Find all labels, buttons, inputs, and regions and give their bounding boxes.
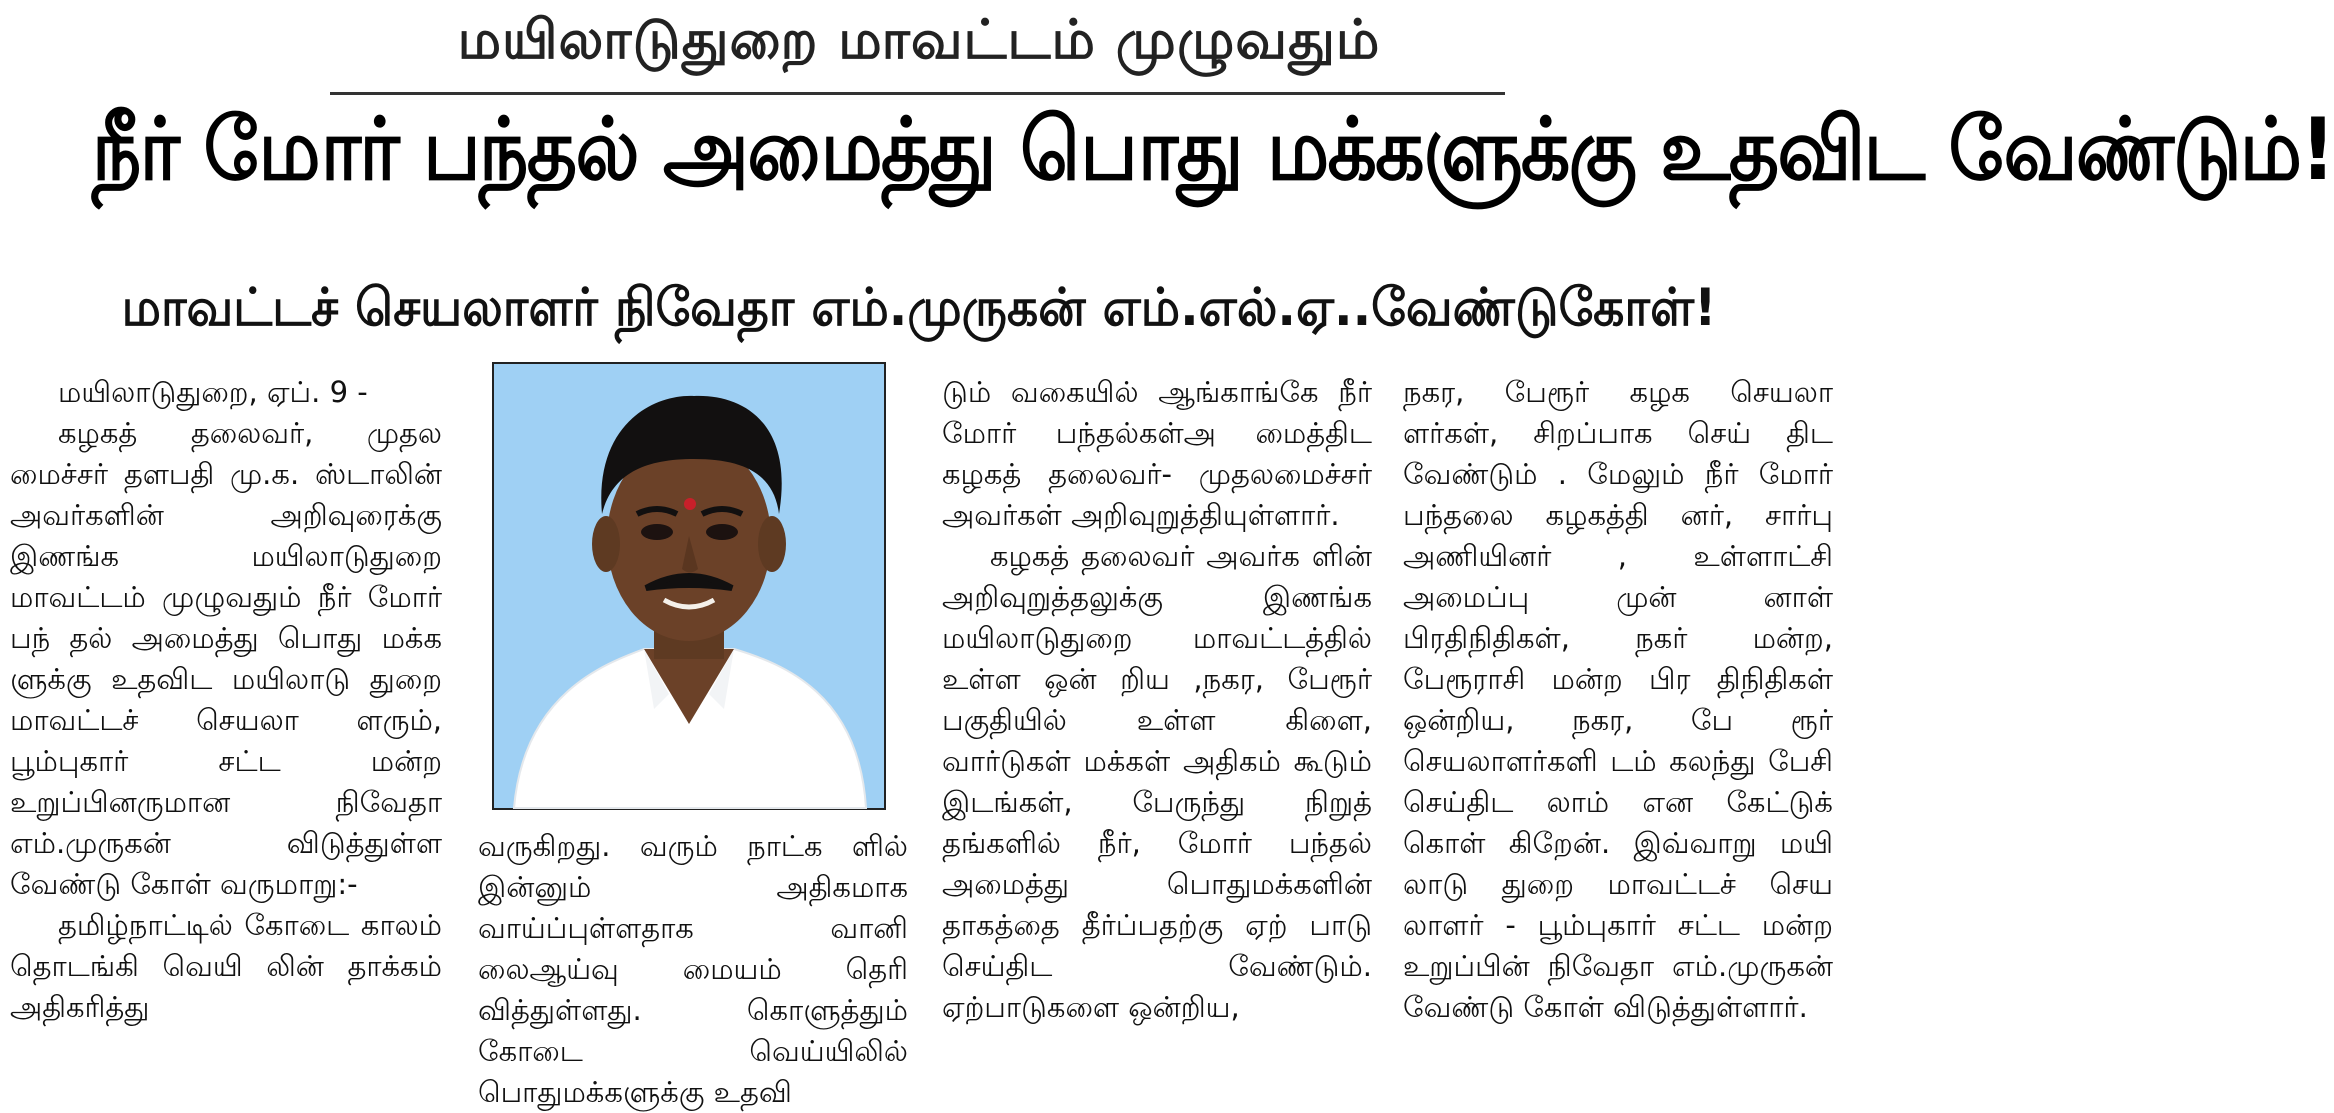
kicker-divider bbox=[330, 92, 1505, 95]
article-column-2 bbox=[478, 826, 908, 1113]
dateline: மயிலாடுதுறை, ஏப். 9 - bbox=[58, 375, 368, 409]
article-column-3 bbox=[942, 372, 1372, 1028]
article-column-4 bbox=[1403, 372, 1833, 1028]
article-column-1 bbox=[10, 372, 442, 1028]
sub-headline: மாவட்டச் செயலாளர் நிவேதா எம்.முருகன் எம்.எல்.ஏ..வேண்டுகோள்! bbox=[121, 278, 1717, 338]
article-paragraph: வருகிறது. வரும் நாட்க ளில் இன்னும் அதிகமாக வாய்ப்புள்ளதாக வானி லைஆய்வு மையம் தெரி வித்துள்ளது. கொளுத்தும் கோடை வெய்யிலில் பொதுமக்களுக்கு உதவி bbox=[478, 829, 908, 1109]
portrait-photo bbox=[492, 362, 886, 810]
article-paragraph: கழகத் தலைவர் அவர்க ளின் அறிவுறுத்தலுக்கு இணங்க மயிலாடுதுறை மாவட்டத்தில் உள்ள ஒன் றிய ,நகர, பேரூர் பகுதியில் உள்ள கிளை, வார்டுகள் மக்கள் அதிகம் கூடும் இடங்கள், பேருந்து நிறுத் தங்களில் நீர், மோர் பந்தல் அமைத்து பொதுமக்களின் தாகத்தை தீர்ப்பதற்கு ஏற் பாடு செய்திட வேண்டும். ஏற்பாடுகளை ஒன்றிய, bbox=[942, 539, 1372, 1024]
headline-kicker: மயிலாடுதுறை மாவட்டம் முழுவதும் bbox=[457, 8, 1381, 71]
main-headline: நீர் மோர் பந்தல் அமைத்து பொது மக்களுக்கு உதவிட வேண்டும்! bbox=[91, 100, 2334, 200]
article-paragraph: தமிழ்நாட்டில் கோடை காலம் தொடங்கி வெயி லின் தாக்கம் அதிகரித்து bbox=[10, 908, 442, 1024]
article-paragraph: நகர, பேரூர் கழக செயலா ளர்கள், சிறப்பாக செய் திட வேண்டும் . மேலும் நீர் மோர் பந்தலை கழகத்தி னர், சார்பு அணியினர் , உள்ளாட்சி அமைப்பு முன் னாள் பிரதிநிதிகள், நகர் மன்ற, பேரூராசி மன்ற பிர திநிதிகள் ஒன்றிய, நகர, பே ரூர் செயலாளர்களி டம் கலந்து பேசி செய்திட லாம் என கேட்டுக் கொள் கிறேன். இவ்வாறு மயி லாடு துறை மாவட்டச் செய லாளர் - பூம்புகார் சட்ட மன்ற உறுப்பின் நிவேதா எம்.முருகன் வேண்டு கோள் விடுத்துள்ளார். bbox=[1403, 375, 1833, 1024]
portrait-illustration bbox=[494, 364, 884, 808]
article-paragraph: கழகத் தலைவர், முதல மைச்சர் தளபதி மு.க. ஸ்டாலின் அவர்களின் அறிவுரைக்கு இணங்க மயிலாடுதுறை மாவட்டம் முழுவதும் நீர் மோர் பந் தல் அமைத்து பொது மக்க ளுக்கு உதவிட மயிலாடு துறை மாவட்டச் செயலா ளரும், பூம்புகார் சட்ட மன்ற உறுப்பினருமான நிவேதா எம்.முருகன் விடுத்துள்ள வேண்டு கோள் வருமாறு:- bbox=[10, 416, 442, 901]
article-paragraph: டும் வகையில் ஆங்காங்கே நீர் மோர் பந்தல்கள்அ மைத்திட கழகத் தலைவர்- முதலமைச்சர் அவர்கள் அறிவுறுத்தியுள்ளார். bbox=[942, 375, 1372, 532]
